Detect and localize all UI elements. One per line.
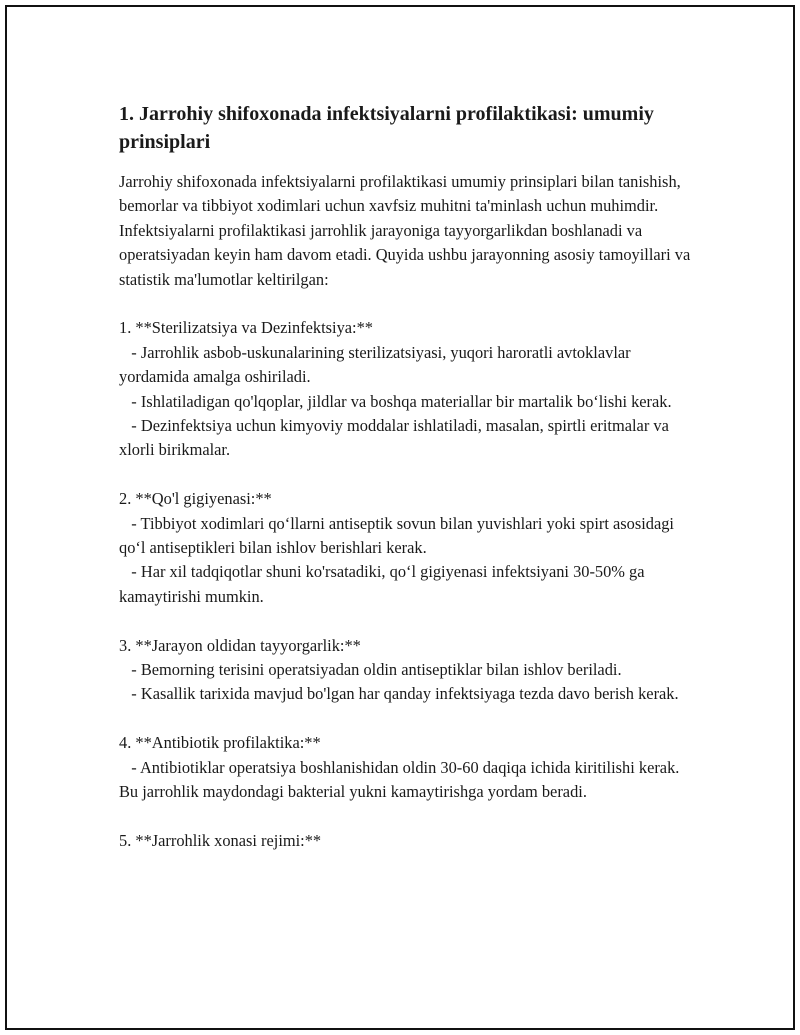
section-operating-room-regime bbox=[119, 829, 699, 853]
section-heading: 1. **Sterilizatsiya va Dezinfektsiya:** bbox=[119, 318, 373, 338]
bullet-item: - Har xil tadqiqotlar shuni ko'rsatadiki, qo‘l gigiyenasi infektsiyani 30-50% ga kamaytirishi mumkin. bbox=[119, 562, 649, 606]
document-body bbox=[119, 100, 699, 878]
section-hand-hygiene bbox=[119, 487, 699, 609]
section-antibiotic-prophylaxis bbox=[119, 731, 699, 804]
bullet-item: - Bemorning terisini operatsiyadan oldin antiseptiklar bilan ishlov beriladi. bbox=[119, 660, 622, 680]
page-frame bbox=[5, 5, 795, 1030]
bullet-item: - Ishlatiladigan qo'lqoplar, jildlar va boshqa materiallar bir martalik bo‘lishi kerak. bbox=[119, 391, 672, 411]
bullet-item: - Dezinfektsiya uchun kimyoviy moddalar ishlatiladi, masalan, spirtli eritmalar va xlorli birikmalar. bbox=[119, 416, 673, 460]
section-preparation bbox=[119, 634, 699, 707]
section-heading: 4. **Antibiotik profilaktika:** bbox=[119, 733, 321, 753]
section-heading: 2. **Qo'l gigiyenasi:** bbox=[119, 489, 272, 509]
section-sterilization bbox=[119, 316, 699, 462]
bullet-item: - Jarrohlik asbob-uskunalarining sterilizatsiyasi, yuqori haroratli avtoklavlar yordamida amalga oshiriladi. bbox=[119, 342, 635, 387]
bullet-item: - Antibiotiklar operatsiya boshlanishidan oldin 30-60 daqiqa ichida kiritilishi kerak. Bu jarrohlik maydondagi bakterial yukni kamaytirishga yordam beradi. bbox=[119, 757, 684, 802]
bullet-item: - Tibbiyot xodimlari qo‘llarni antiseptik sovun bilan yuvishlari yoki spirt asosidagi qo‘l antiseptikleri bilan ishlov berishlari kerak. bbox=[119, 513, 679, 558]
sections-list bbox=[119, 316, 699, 853]
section-heading: 3. **Jarayon oldidan tayyorgarlik:** bbox=[119, 635, 361, 655]
document-title: 1. Jarrohiy shifoxonada infektsiyalarni profilaktikasi: umumiy prinsiplari bbox=[119, 103, 654, 153]
intro-paragraph: Jarrohiy shifoxonada infektsiyalarni profilaktikasi umumiy prinsiplari bilan tanishish, bemorlar va tibbiyot xodimlari uchun xavfsiz muhitni ta'minlash uchun muhimdir. Infektsiyalarni profilaktikasi jarrohlik jarayoniga tayyorgarlikdan boshlanadi va operatsiyadan keyin ham davom etadi. Quyida ushbu jarayonning asosiy tamoyillari va statistik ma'lumotlar keltirilgan: bbox=[119, 172, 691, 289]
bullet-item: - Kasallik tarixida mavjud bo'lgan har qanday infektsiyaga tezda davo berish kerak. bbox=[119, 684, 679, 704]
section-heading: 5. **Jarrohlik xonasi rejimi:** bbox=[119, 830, 322, 850]
